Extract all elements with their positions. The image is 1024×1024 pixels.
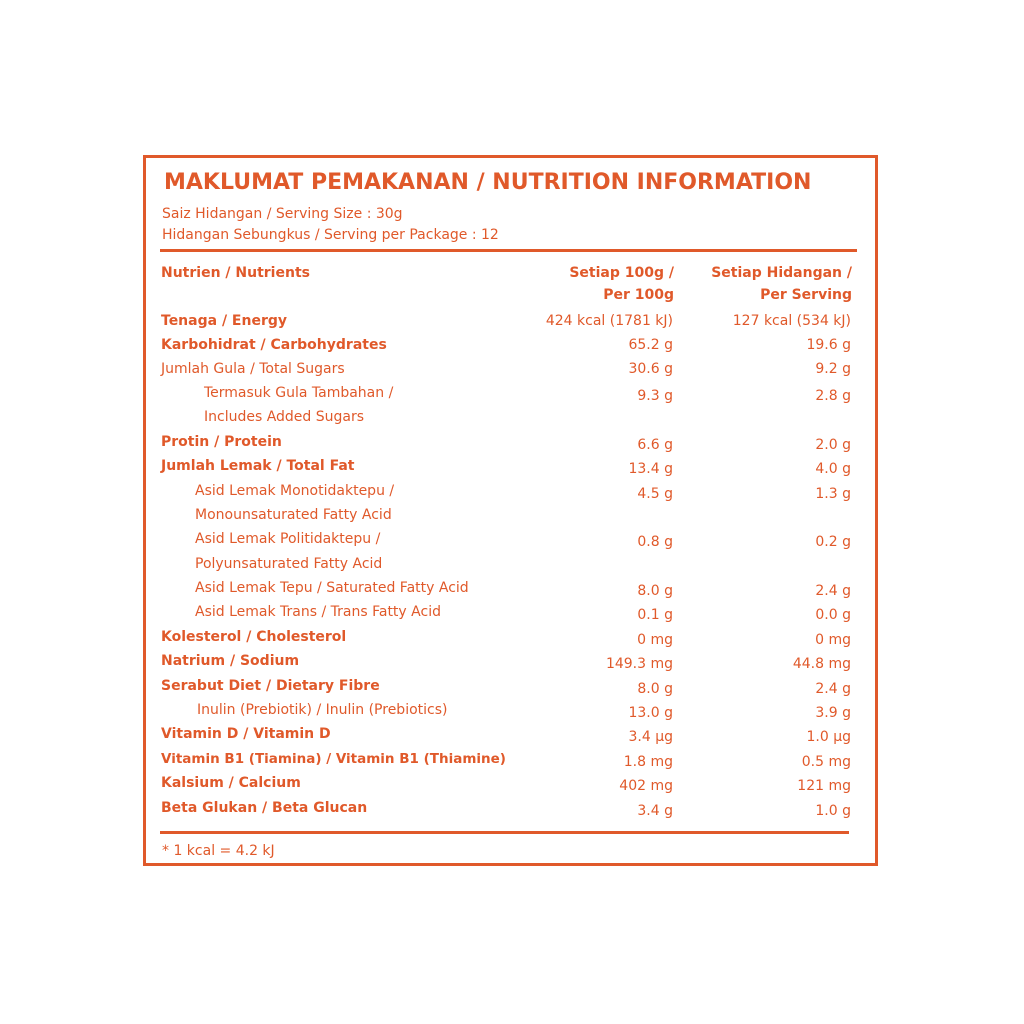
value-perserving: 4.0 g [815, 461, 851, 477]
nutrient-name: Inulin (Prebiotik) / Inulin (Prebiotics) [197, 702, 448, 718]
column-header-perserving-line1: Setiap Hidangan / [711, 265, 852, 281]
nutrient-name: Jumlah Lemak / Total Fat [161, 458, 355, 474]
table-row [0, 479, 1024, 503]
nutrient-name: Karbohidrat / Carbohydrates [161, 337, 387, 353]
value-perserving: 1.3 g [815, 486, 851, 502]
table-row [0, 674, 1024, 698]
nutrient-name: Tenaga / Energy [161, 313, 288, 329]
column-header-per100 [540, 262, 674, 306]
table-row [0, 381, 1024, 405]
value-per100: 4.5 g [637, 486, 673, 502]
value-per100: 65.2 g [628, 337, 673, 353]
value-per100: 6.6 g [637, 437, 673, 453]
nutrient-name: Serabut Diet / Dietary Fibre [161, 678, 380, 694]
table-row [0, 454, 1024, 478]
value-perserving: 0.2 g [815, 534, 851, 550]
footer-divider [160, 831, 849, 834]
nutrient-name: Asid Lemak Monotidaktepu / [195, 483, 395, 499]
value-per100: 149.3 mg [605, 656, 673, 672]
nutrient-name: Natrium / Sodium [161, 653, 300, 669]
nutrient-name-continued: Polyunsaturated Fatty Acid [195, 556, 383, 572]
value-per100: 3.4 µg [628, 729, 673, 745]
nutrient-name: Termasuk Gula Tambahan / [204, 385, 394, 401]
servings-per-package: Hidangan Sebungkus / Serving per Package : 12 [162, 227, 499, 243]
value-perserving: 1.0 µg [806, 729, 851, 745]
value-per100: 424 kcal (1781 kJ) [545, 313, 673, 329]
value-perserving: 1.0 g [815, 803, 851, 819]
nutrient-name-continued: Includes Added Sugars [204, 409, 365, 425]
value-perserving: 19.6 g [806, 337, 851, 353]
value-per100: 30.6 g [628, 361, 673, 377]
nutrient-name: Jumlah Gula / Total Sugars [161, 361, 345, 377]
table-row [0, 796, 1024, 820]
value-perserving: 2.8 g [815, 388, 851, 404]
serving-size: Saiz Hidangan / Serving Size : 30g [162, 206, 403, 222]
value-per100: 3.4 g [637, 803, 673, 819]
table-row [0, 698, 1024, 722]
footnote: * 1 kcal = 4.2 kJ [162, 843, 275, 859]
value-per100: 402 mg [619, 778, 673, 794]
value-per100: 0.1 g [637, 607, 673, 623]
nutrient-name: Kalsium / Calcium [161, 775, 301, 791]
table-row [0, 625, 1024, 649]
table-row [0, 600, 1024, 624]
value-per100: 0.8 g [637, 534, 673, 550]
value-perserving: 2.4 g [815, 583, 851, 599]
nutrient-name: Asid Lemak Politidaktepu / [195, 531, 381, 547]
nutrient-name-continued: Monounsaturated Fatty Acid [195, 507, 392, 523]
value-per100: 13.0 g [628, 705, 673, 721]
table-row [0, 333, 1024, 357]
value-per100: 8.0 g [637, 681, 673, 697]
value-per100: 0 mg [637, 632, 673, 648]
value-per100: 13.4 g [628, 461, 673, 477]
value-perserving: 2.0 g [815, 437, 851, 453]
table-row [0, 747, 1024, 771]
nutrient-name: Vitamin D / Vitamin D [161, 726, 331, 742]
value-perserving: 2.4 g [815, 681, 851, 697]
table-row [0, 771, 1024, 795]
nutrient-name: Asid Lemak Trans / Trans Fatty Acid [195, 604, 441, 620]
panel-title: MAKLUMAT PEMAKANAN / NUTRITION INFORMATION [164, 170, 812, 195]
nutrient-name: Asid Lemak Tepu / Saturated Fatty Acid [195, 580, 469, 596]
value-perserving: 0.0 g [815, 607, 851, 623]
value-perserving: 0 mg [815, 632, 851, 648]
value-perserving: 0.5 mg [801, 754, 851, 770]
value-perserving: 44.8 mg [792, 656, 851, 672]
table-row [0, 357, 1024, 381]
nutrient-name: Vitamin B1 (Tiamina) / Vitamin B1 (Thiamine) [161, 751, 506, 767]
value-perserving: 121 mg [797, 778, 851, 794]
column-header-per100-line1: Setiap 100g / [569, 265, 674, 281]
column-header-nutrient: Nutrien / Nutrients [161, 265, 310, 281]
table-row [0, 527, 1024, 551]
table-row [0, 649, 1024, 673]
value-per100: 8.0 g [637, 583, 673, 599]
table-row [0, 430, 1024, 454]
column-header-per100-line2: Per 100g [603, 287, 674, 303]
column-header-perserving-line2: Per Serving [760, 287, 852, 303]
table-row [0, 576, 1024, 600]
header-divider [160, 249, 857, 252]
nutrient-name: Kolesterol / Cholesterol [161, 629, 347, 645]
value-per100: 9.3 g [637, 388, 673, 404]
table-row [0, 309, 1024, 333]
value-perserving: 3.9 g [815, 705, 851, 721]
nutrient-name: Beta Glukan / Beta Glucan [161, 800, 368, 816]
value-per100: 1.8 mg [623, 754, 673, 770]
value-perserving: 9.2 g [815, 361, 851, 377]
value-perserving: 127 kcal (534 kJ) [732, 313, 851, 329]
nutrient-name: Protin / Protein [161, 434, 282, 450]
column-header-perserving [682, 262, 852, 306]
table-row [0, 722, 1024, 746]
